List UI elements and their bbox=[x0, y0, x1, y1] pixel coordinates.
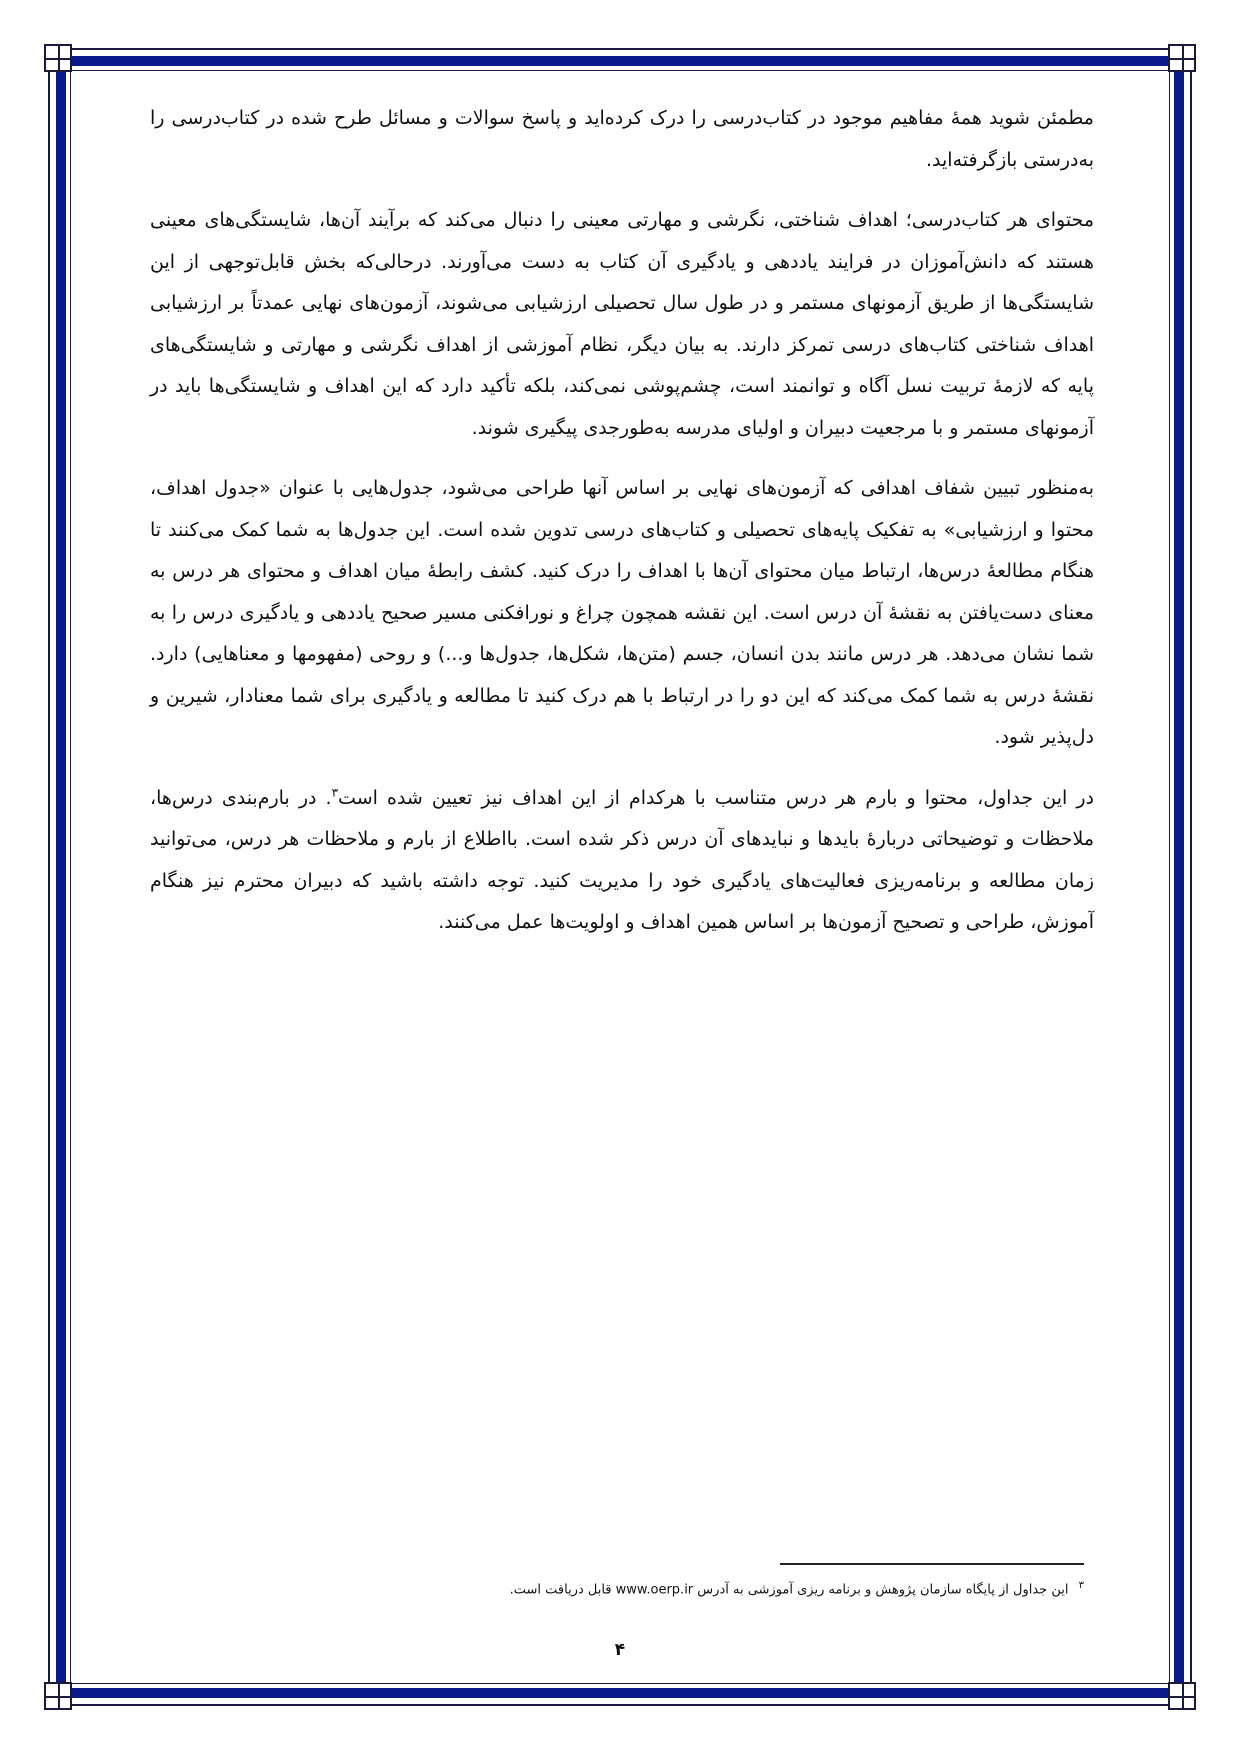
footnote-reference[interactable]: ۳ bbox=[331, 785, 339, 800]
paragraph-text: در این جداول، محتوا و بارم هر درس متناسب با هرکدام از این اهداف نیز تعیین شده است bbox=[338, 786, 1095, 809]
footnote-text: این جداول از پایگاه سازمان پژوهش و برنامه ریزی آموزشی به آدرس bbox=[697, 1582, 1069, 1598]
page-number: ۴ bbox=[614, 1640, 626, 1660]
footnote-marker: ۳ bbox=[1078, 1580, 1084, 1591]
paragraph: به‌منظور تبیین شفاف اهدافی که آزمون‌های نهایی بر اساس آنها طراحی می‌شود، جدول‌هایی با عنوان «جدول اهداف، محتوا و ارزشیابی» به تفکیک پایه‌های تحصیلی و کتاب‌های درسی تدوین شده است. این جدول‌ها به شما کمک می‌کنند تا هنگام مطالعهٔ درس‌ها، ارتباط میان محتوای آن‌ها با اهداف را درک کنید. کشف رابطهٔ میان اهداف و محتوای هر درس به معنای دست‌یافتن به نقشهٔ آن درس است. این نقشه همچون چراغ و نورافکنی مسیر صحیح یاددهی و یادگیری درس را به شما نشان می‌دهد. هر درس مانند بدن انسان، جسم (متن‌ها، شکل‌ها، جدول‌ها و...) و روحی (مفهومها و معناهایی) دارد. نقشهٔ درس به شما کمک می‌کند که این دو را در ارتباط با هم درک کنید تا مطالعه و یادگیری برای شما معنادار، شیرین و دل‌پذیر شود. bbox=[150, 477, 1094, 748]
paragraph: محتوای هر کتاب‌درسی؛ اهداف شناختی، نگرشی و مهارتی معینی را دنبال می‌کند که برآیند آن‌ها، شایستگی‌های معینی هستند که دانش‌آموزان در فرایند یاددهی و یادگیری آن کتاب به دست می‌آورند. درحالی‌که بخش قابل‌توجهی از این شایستگی‌ها از طریق آزمونهای مستمر و در طول سال تحصیلی ارزشیابی می‌شوند، آزمون‌های نهایی عمدتاً بر ارزشیابی اهداف شناختی کتاب‌های درسی تمرکز دارند. به بیان دیگر، نظام آموزشی از اهداف نگرشی و مهارتی و شایستگی‌های پایه که لازمهٔ تربیت نسل آگاه و توانمند است، چشم‌پوشی نمی‌کند، بلکه تأکید دارد که این اهداف و شایستگی‌ها باید در آزمونهای مستمر و با مرجعیت دبیران و اولیای مدرسه به‌طورجدی پیگیری شوند. bbox=[150, 209, 1094, 439]
footnote-url[interactable]: www.oerp.ir bbox=[615, 1582, 694, 1598]
frame-corner-ornament bbox=[1168, 1682, 1196, 1710]
paragraph bbox=[150, 778, 1094, 944]
document-body bbox=[150, 98, 1094, 963]
frame-corner-ornament bbox=[44, 44, 72, 72]
footnote-separator bbox=[780, 1563, 1084, 1565]
paragraph: مطمئن شوید همهٔ مفاهیم موجود در کتاب‌درسی را درک کرده‌اید و پاسخ سوالات و مسائل طرح شده در کتاب‌درسی را به‌درستی بازگرفته‌اید. bbox=[150, 107, 1094, 171]
footnote bbox=[150, 1572, 1084, 1604]
frame-corner-ornament bbox=[44, 1682, 72, 1710]
footnote-text: قابل دریافت است. bbox=[509, 1582, 612, 1598]
frame-corner-ornament bbox=[1168, 44, 1196, 72]
paragraph-text: . در بارم‌بندی درس‌ها، ملاحظات و توضیحاتی دربارهٔ بایدها و نبایدهای آن درس ذکر شده است. بااطلاع از بارم و ملاحظات هر درس، می‌توانید زمان مطالعه و برنامه‌ریزی فعالیت‌های یادگیری خود را مدیریت کنید. توجه داشته باشید که دبیران محترم نیز هنگام آموزش، طراحی و تصحیح آزمون‌ها بر اساس همین اهداف و اولویت‌ها عمل می‌کنند. bbox=[150, 786, 1094, 933]
